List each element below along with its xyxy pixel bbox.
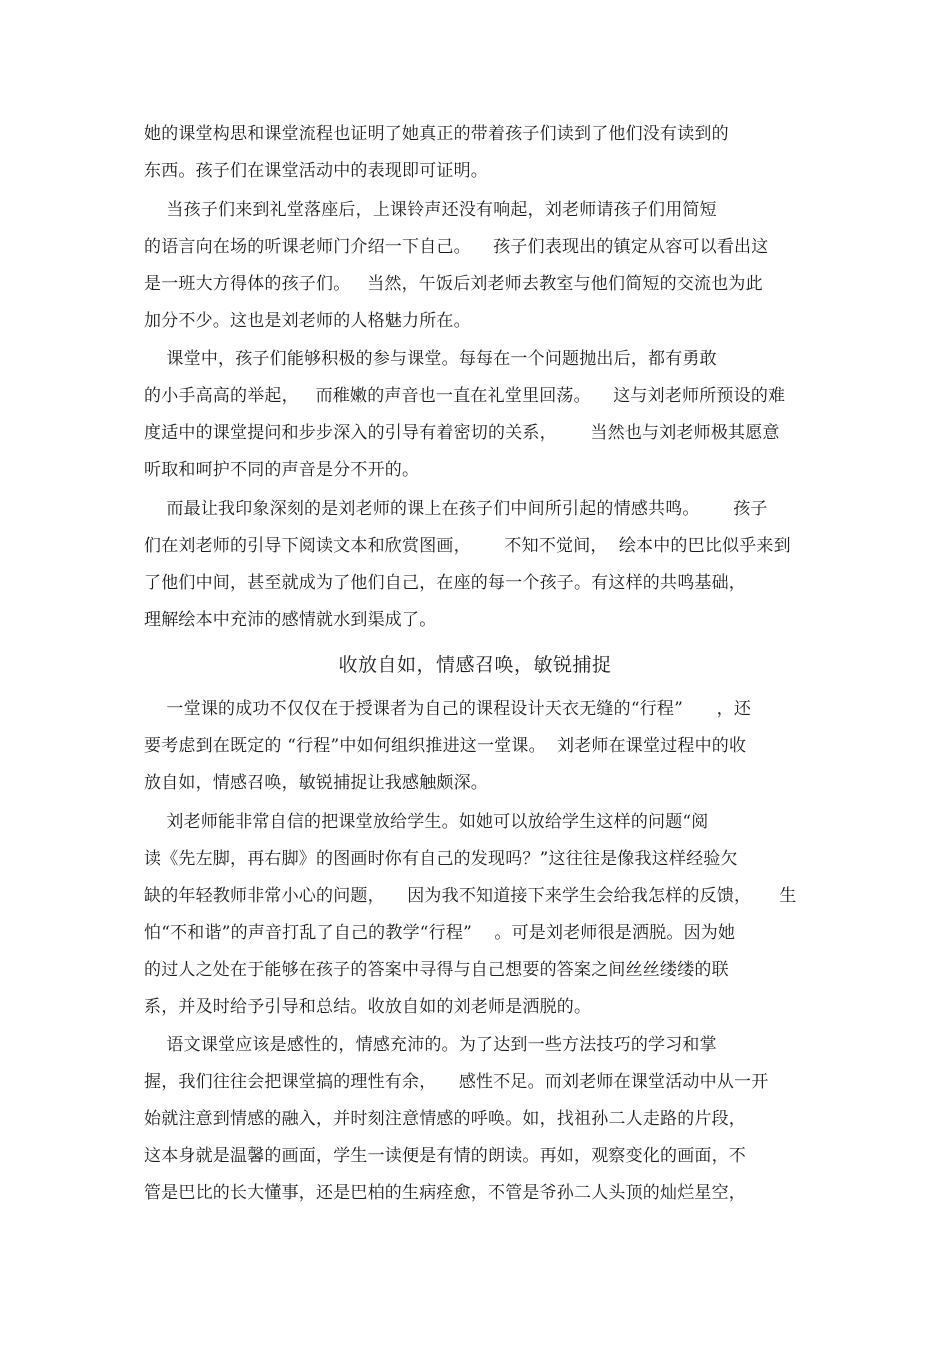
paragraph-line: 了他们中间，甚至就成为了他们自己，在座的每一个孩子。有这样的共鸣基础， [144,573,746,593]
paragraph-line: 的小手高高的举起， 而稚嫩的声音也一直在礼堂里回荡。 这与刘老师所预设的难 [144,386,786,406]
paragraph-line: 加分不少。这也是刘老师的人格魅力所在。 [144,311,471,331]
paragraph-line: 而最让我印象深刻的是刘老师的课上在孩子们中间所引起的情感共鸣。 孩子 [144,499,768,519]
paragraph-line: 的过人之处在于能够在孩子的答案中寻得与自己想要的答案之间丝丝缕缕的联 [144,960,729,980]
paragraph-line: 怕“不和谐”的声音打乱了自己的教学“行程” 。可是刘老师很是洒脱。因为她 [144,923,736,943]
paragraph-line: 系，并及时给予引导和总结。收放自如的刘老师是洒脱的。 [144,997,592,1017]
paragraph-line: 当孩子们来到礼堂落座后，上课铃声还没有响起，刘老师请孩子们用简短 [144,200,717,220]
paragraph-line: 刘老师能非常自信的把课堂放给学生。如她可以放给学生这样的问题“阅 [144,812,709,832]
paragraph-line: 要考虑到在既定的 “行程”中如何组织推进这一堂课。 刘老师在课堂过程中的收 [144,736,747,756]
paragraph-line: 课堂中，孩子们能够积极的参与课堂。每每在一个问题抛出后，都有勇敢 [144,349,717,369]
paragraph-line: 们在刘老师的引导下阅读文本和欣赏图画， 不知不觉间， 绘本中的巴比似乎来到 [144,536,791,556]
paragraph-line: 这本身就是温馨的画面，学生一读便是有情的朗读。再如，观察变化的画面，不 [144,1146,746,1166]
paragraph-line: 缺的年轻教师非常小心的问题， 因为我不知道接下来学生会给我怎样的反馈， 生 [144,886,797,906]
paragraph-line: 放自如，情感召唤，敏锐捕捉让我感触颇深。 [144,773,488,793]
paragraph-line: 听取和呵护不同的声音是分不开的。 [144,460,420,480]
paragraph-line: 她的课堂构思和课堂流程也证明了她真正的带着孩子们读到了他们没有读到的 [144,124,729,144]
paragraph-line: 管是巴比的长大懂事，还是巴柏的生病痊愈，不管是爷孙二人头顶的灿烂星空， [144,1183,746,1203]
section-heading: 收放自如，情感召唤，敏锐捕捉 [338,654,612,676]
paragraph-line: 的语言向在场的听课老师门介绍一下自己。 孩子们表现出的镇定从容可以看出这 [144,237,769,257]
paragraph-line: 理解绘本中充沛的感情就水到渠成了。 [144,610,437,630]
paragraph-line: 始就注意到情感的融入，并时刻注意情感的呼唤。如，找祖孙二人走路的片段， [144,1109,746,1129]
paragraph-line: 读《先左脚，再右脚》的图画时你有自己的发现吗？”这往往是像我这样经验欠 [144,849,738,869]
paragraph-line: 是一班大方得体的孩子们。 当然，午饭后刘老师去教室与他们简短的交流也为此 [144,274,763,294]
paragraph-line: 度适中的课堂提问和步步深入的引导有着密切的关系， 当然也与刘老师极其愿意 [144,423,780,443]
paragraph-line: 语文课堂应该是感性的，情感充沛的。为了达到一些方法技巧的学习和掌 [144,1035,717,1055]
paragraph-line: 握，我们往往会把课堂搞的理性有余， 感性不足。而刘老师在课堂活动中从一开 [144,1072,769,1092]
paragraph-line: 一堂课的成功不仅仅在于授课者为自己的课程设计天衣无缝的“行程” ，还 [144,699,752,719]
paragraph-line: 东西。孩子们在课堂活动中的表现即可证明。 [144,161,488,181]
